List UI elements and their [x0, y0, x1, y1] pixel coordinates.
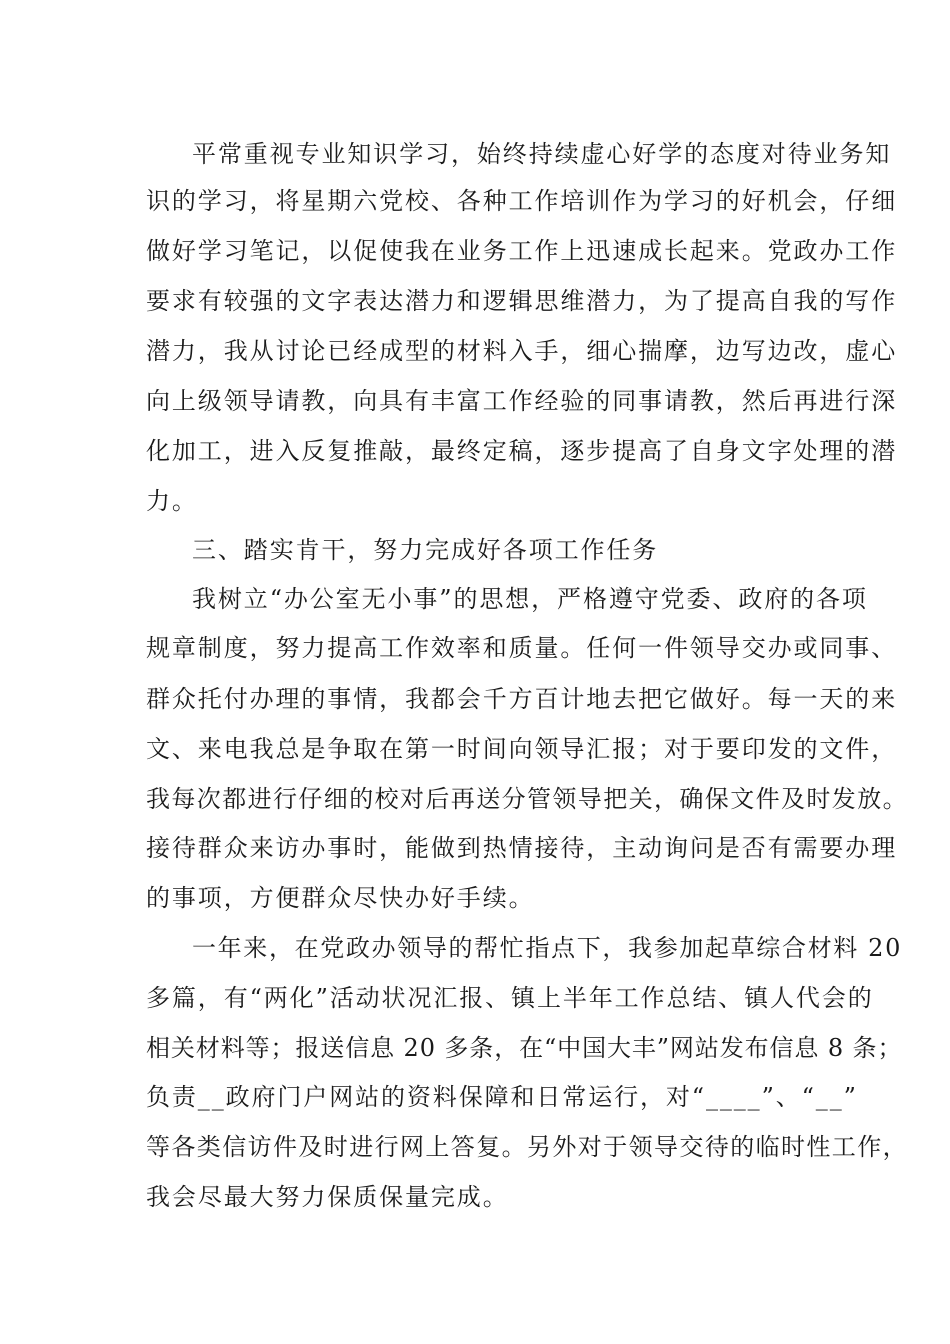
- paragraph-line: 相关材料等；报送信息 20 多条，在“中国大丰”网站发布信息 8 条；: [146, 1034, 903, 1062]
- paragraph-line: 的事项，方便群众尽快办好手续。: [146, 884, 535, 912]
- paragraph-line: 我会尽最大努力保质保量完成。: [146, 1183, 509, 1211]
- paragraph-line: 做好学习笔记，以促使我在业务工作上迅速成长起来。党政办工作: [146, 237, 898, 265]
- paragraph-line: 文、来电我总是争取在第一时间向领导汇报；对于要印发的文件，: [146, 735, 898, 763]
- section-heading: 三、踏实肯干，努力完成好各项工作任务: [192, 536, 659, 564]
- paragraph-line: 我树立“办公室无小事”的思想，严格遵守党委、政府的各项: [192, 585, 868, 613]
- paragraph-line: 我每次都进行仔细的校对后再送分管领导把关，确保文件及时发放。: [146, 785, 908, 813]
- paragraph-line: 接待群众来访办事时，能做到热情接待，主动询问是否有需要办理: [146, 834, 898, 862]
- paragraph-line: 群众托付办理的事情，我都会千方百计地去把它做好。每一天的来: [146, 685, 898, 713]
- paragraph-line: 识的学习，将星期六党校、各种工作培训作为学习的好机会，仔细: [146, 187, 898, 215]
- paragraph-line: 一年来，在党政办领导的帮忙指点下，我参加起草综合材料 20: [192, 934, 903, 962]
- paragraph-line: 化加工，进入反复推敲，最终定稿，逐步提高了自身文字处理的潜: [146, 437, 898, 465]
- paragraph-line: 潜力，我从讨论已经成型的材料入手，细心揣摩，边写边改，虚心: [146, 337, 898, 365]
- paragraph-line: 负责__政府门户网站的资料保障和日常运行，对“____”、“__”: [146, 1083, 858, 1111]
- paragraph-line: 等各类信访件及时进行网上答复。另外对于领导交待的临时性工作，: [146, 1133, 908, 1161]
- paragraph-line: 要求有较强的文字表达潜力和逻辑思维潜力，为了提高自我的写作: [146, 287, 898, 315]
- paragraph-line: 多篇，有“两化”活动状况汇报、镇上半年工作总结、镇人代会的: [146, 984, 874, 1012]
- paragraph-line: 向上级领导请教，向具有丰富工作经验的同事请教，然后再进行深: [146, 387, 898, 415]
- paragraph-line: 力。: [146, 487, 198, 515]
- paragraph-line: 平常重视专业知识学习，始终持续虚心好学的态度对待业务知: [192, 140, 892, 168]
- paragraph-line: 规章制度，努力提高工作效率和质量。任何一件领导交办或同事、: [146, 634, 898, 662]
